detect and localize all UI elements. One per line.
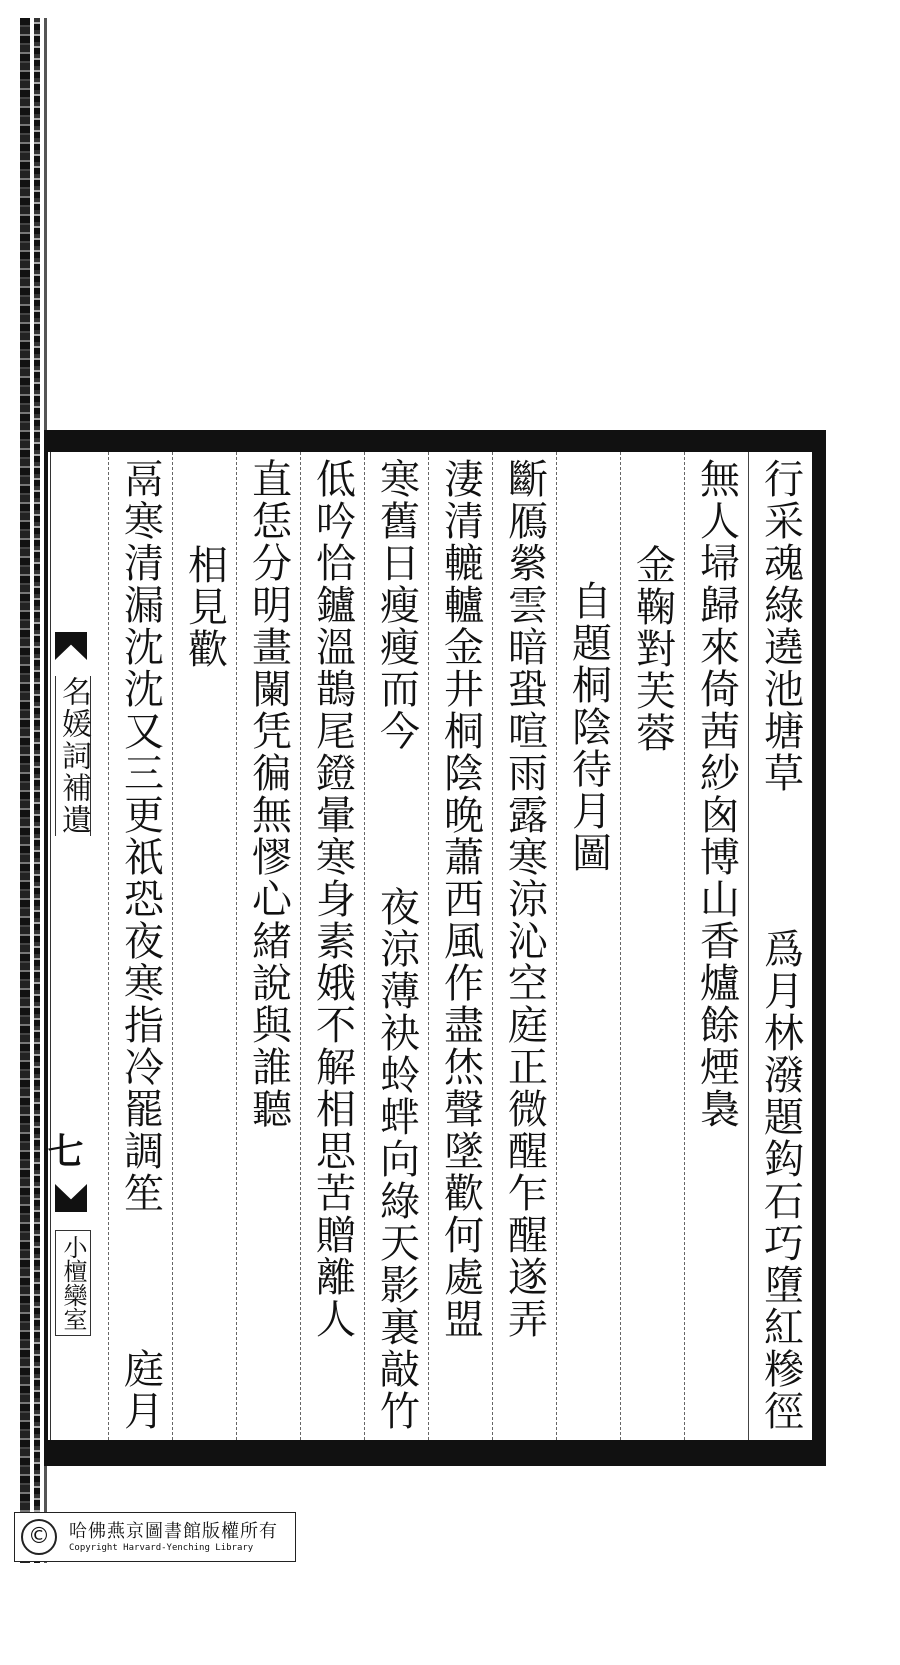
text-columns	[42, 452, 812, 1440]
text-column-1	[748, 452, 812, 1440]
text-column-2	[684, 452, 748, 1440]
column-text: 低吟恰鑪溫鵲尾鐙暈寒身素娥不解相思苦贈離人	[309, 458, 356, 1340]
copyright-text-en: Copyright Harvard-Yenching Library	[69, 1543, 254, 1553]
copyright-text-zh: 哈佛燕京圖書館版權所有	[69, 1521, 278, 1542]
column-text-lower: 夜涼薄袂蛉蝆向綠天影裏敲竹	[373, 886, 420, 1432]
tune-title: 相見歡	[181, 544, 228, 670]
text-column-8	[300, 452, 364, 1440]
studio-name: 小檀欒室	[55, 1230, 91, 1336]
column-text: 鬲寒清漏沈沈又三更祇恐夜寒指冷罷調笙	[117, 458, 164, 1214]
tune-title: 金鞠對芙蓉	[629, 544, 676, 754]
fish-tail-top-mark	[55, 632, 87, 660]
column-text: 寒舊日瘦瘦而今	[373, 458, 420, 752]
column-text-lower: 爲月林潑題鈎石巧墮紅糝徑	[757, 928, 804, 1432]
text-column-9	[236, 452, 300, 1440]
text-column-7	[364, 452, 428, 1440]
copyright-icon: ©	[21, 1519, 57, 1555]
column-text: 斷鴈縈雲暗蛩喧雨露寒涼沁空庭正微醒乍醒遂弄	[501, 458, 548, 1340]
column-text: 直恁分明畫闌凭徧無憀心緒說與誰聽	[245, 458, 292, 1130]
book-title: 名媛詞補遺	[56, 676, 91, 836]
text-column-11	[108, 452, 172, 1440]
poem-title: 自題桐陰待月圖	[565, 580, 612, 874]
column-text: 淒清轆轤金井桐陰晚蕭西風作盡烋聲墜歡何處盟	[437, 458, 484, 1340]
text-column-5	[492, 452, 556, 1440]
column-text: 行采魂綠遶池塘草	[757, 458, 804, 794]
text-column-4	[556, 452, 620, 1440]
leaf-number: 七	[42, 1132, 84, 1168]
page-frame	[44, 430, 826, 1466]
column-text: 無人埽歸來倚茜紗囪博山香爐餘煙裊	[693, 458, 740, 1130]
column-text-lower: 庭月	[117, 1348, 164, 1432]
text-column-10	[172, 452, 236, 1440]
text-column-6	[428, 452, 492, 1440]
fish-tail-gutter	[42, 452, 108, 1440]
copyright-notice	[14, 1512, 296, 1562]
fish-tail-bottom-mark	[55, 1184, 87, 1212]
text-column-3	[620, 452, 684, 1440]
